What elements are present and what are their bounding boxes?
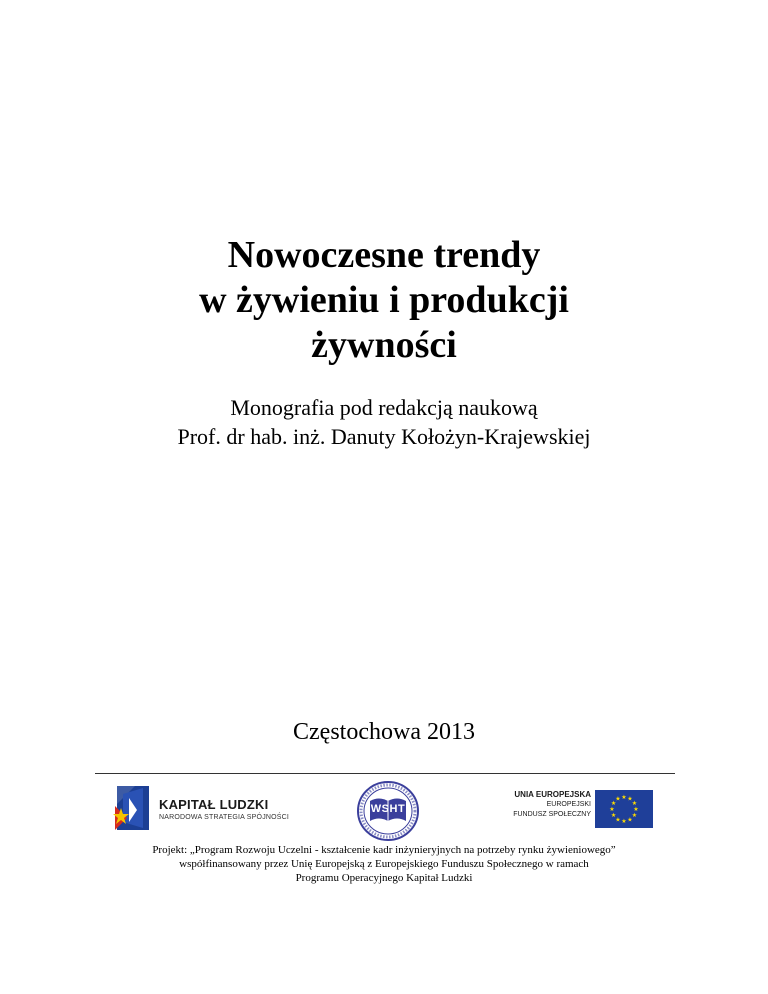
- kapital-ludzki-title: KAPITAŁ LUDZKI: [159, 797, 269, 812]
- title-line-3: żywności: [311, 324, 457, 366]
- svg-text:★: ★: [610, 812, 617, 819]
- wsht-label: WSHT: [370, 803, 406, 815]
- title-line-1: Nowoczesne trendy: [227, 234, 541, 276]
- svg-text:★: ★: [610, 800, 617, 807]
- svg-text:★: ★: [615, 795, 621, 803]
- svg-text:★: ★: [609, 806, 615, 813]
- kapital-ludzki-subtitle: NARODOWA STRATEGIA SPÓJNOŚCI: [159, 814, 290, 821]
- eu-flag-icon: [595, 790, 653, 828]
- svg-text:★: ★: [621, 794, 627, 801]
- document-subtitle: [0, 393, 768, 451]
- svg-text:★: ★: [631, 800, 638, 807]
- eu-label-line-3: FUNDUSZ SPOŁECZNY: [513, 811, 591, 818]
- kapital-ludzki-logo: [113, 784, 293, 832]
- document-title: [0, 233, 768, 368]
- svg-text:★: ★: [627, 795, 633, 803]
- wsht-seal-logo: [356, 781, 420, 841]
- footer-line-3: Programu Operacyjnego Kapitał Ludzki: [295, 872, 473, 884]
- eu-label: [513, 789, 591, 820]
- svg-text:★: ★: [633, 806, 639, 813]
- kapital-ludzki-mark-icon: [113, 784, 153, 832]
- svg-text:★: ★: [627, 816, 633, 824]
- subtitle-line-2: Prof. dr hab. inż. Danuty Kołożyn-Krajewskiej: [177, 424, 591, 449]
- project-footer: [0, 843, 768, 885]
- footer-line-1: Projekt: „Program Rozwoju Uczelni - kształcenie kadr inżynieryjnych na potrzeby rynku żywieniowego”: [152, 844, 616, 856]
- eu-social-fund-logo: [503, 789, 653, 829]
- subtitle-line-1: Monografia pod redakcją naukową: [230, 395, 538, 420]
- svg-text:★: ★: [615, 816, 621, 824]
- svg-text:★: ★: [621, 818, 627, 825]
- svg-text:★: ★: [631, 812, 638, 819]
- eu-label-line-2: EUROPEJSKI: [546, 801, 591, 808]
- eu-label-line-1: UNIA EUROPEJSKA: [514, 790, 591, 799]
- title-line-2: w żywieniu i produkcji: [199, 279, 569, 321]
- place-and-date: Częstochowa 2013: [293, 719, 475, 745]
- separator-line: [95, 773, 675, 774]
- logo-strip: [0, 780, 768, 840]
- footer-line-2: współfinansowany przez Unię Europejską z Europejskiego Funduszu Społecznego w ramach: [179, 858, 589, 870]
